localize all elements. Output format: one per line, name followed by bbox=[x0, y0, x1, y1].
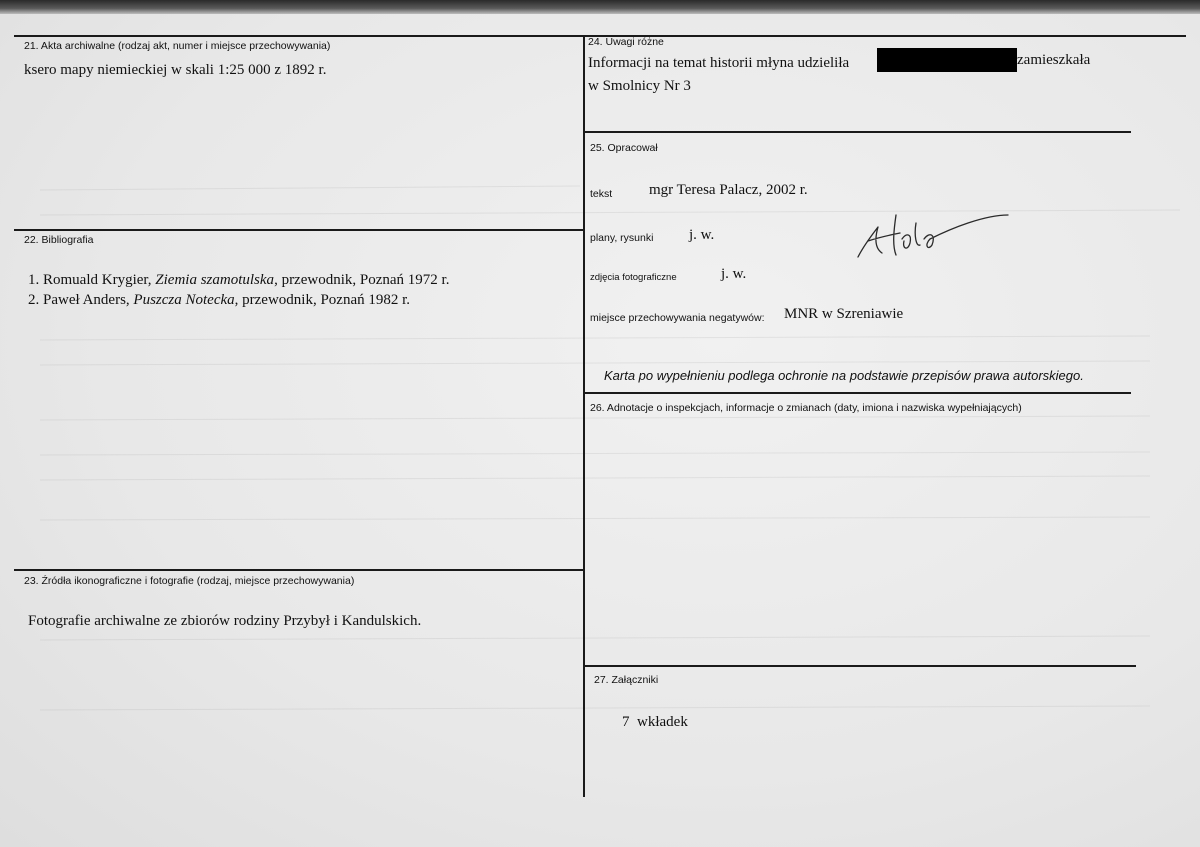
s25-zdjecia-value: j. w. bbox=[721, 266, 747, 282]
s25-negatywy-value: MNR w Szreniawie bbox=[784, 306, 904, 322]
redaction-bar bbox=[877, 48, 1017, 72]
s21-label: 21. Akta archiwalne (rodzaj akt, numer i miejsce przechowywania) bbox=[24, 40, 331, 52]
s22-label: 22. Bibliografia bbox=[24, 234, 94, 246]
rule-middle-vertical bbox=[583, 35, 585, 797]
s24-line1-start: Informacji na temat historii młyna udzieliła bbox=[588, 55, 850, 71]
s25-plany-label: plany, rysunki bbox=[590, 232, 654, 244]
handwritten-signature bbox=[850, 205, 1020, 265]
s22-item-title: Puszcza Notecka bbox=[133, 292, 235, 308]
s25-tekst-value: mgr Teresa Palacz, 2002 r. bbox=[649, 182, 808, 198]
s25-plany-value: j. w. bbox=[689, 227, 715, 243]
s25-zdjecia-label: zdjęcia fotograficzne bbox=[590, 272, 677, 283]
scan-top-edge bbox=[0, 0, 1200, 14]
copyright-note: Karta po wypełnieniu podlega ochronie na podstawie przepisów prawa autorskiego. bbox=[604, 368, 1084, 383]
s24-line1-end: zamieszkała bbox=[1017, 52, 1091, 68]
s25-label: 25. Opracował bbox=[590, 142, 658, 154]
s22-item-1 bbox=[28, 272, 449, 289]
rule-left-s23 bbox=[14, 569, 584, 571]
s22-item-title: Ziemia szamotulska bbox=[155, 272, 275, 288]
s23-value: Fotografie archiwalne ze zbiorów rodziny Przybył i Kandulskich. bbox=[28, 613, 422, 629]
s27-value: 7 wkładek bbox=[622, 714, 688, 730]
s25-negatywy-label: miejsce przechowywania negatywów: bbox=[590, 312, 765, 324]
s22-item-rest: , przewodnik, Poznań 1972 r. bbox=[274, 272, 450, 288]
s26-label: 26. Adnotacje o inspekcjach, informacje o zmianach (daty, imiona i nazwiska wypełniających) bbox=[590, 402, 1022, 414]
s27-label: 27. Załączniki bbox=[594, 674, 659, 686]
rule-left-s22 bbox=[14, 229, 584, 231]
rule-right-s26 bbox=[583, 392, 1131, 394]
s21-value: ksero mapy niemieckiej w skali 1:25 000 z 1892 r. bbox=[24, 62, 327, 78]
s22-item-author: Romuald Krygier, bbox=[43, 272, 152, 288]
s22-item-2 bbox=[28, 292, 410, 309]
s22-item-num: 1. bbox=[28, 272, 40, 288]
s25-tekst-label: tekst bbox=[590, 188, 613, 200]
s24-label: 24. Uwagi różne bbox=[588, 36, 664, 48]
s22-item-num: 2. bbox=[28, 292, 40, 308]
s22-item-rest: , przewodnik, Poznań 1982 r. bbox=[234, 292, 411, 308]
s23-label: 23. Źródła ikonograficzne i fotografie (rodzaj, miejsce przechowywania) bbox=[24, 575, 355, 587]
rule-right-s27 bbox=[583, 665, 1136, 667]
s22-item-author: Paweł Anders, bbox=[43, 292, 130, 308]
rule-right-s25 bbox=[583, 131, 1131, 133]
s24-line2: w Smolnicy Nr 3 bbox=[588, 78, 691, 94]
